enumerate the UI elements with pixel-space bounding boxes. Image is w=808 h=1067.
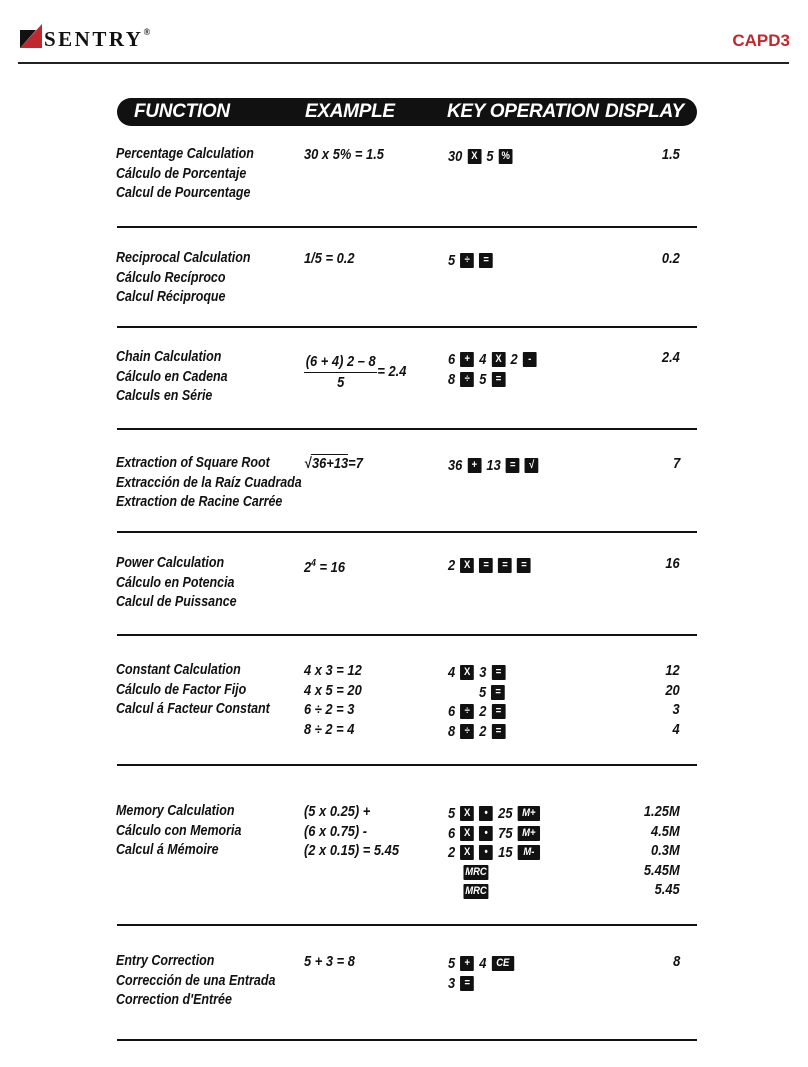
function-label: Cálculo en Potencia bbox=[116, 574, 235, 591]
function-name bbox=[116, 454, 302, 513]
sqrt-radicand: 36+13 bbox=[311, 455, 349, 472]
function-label: Entry Correction bbox=[116, 953, 215, 969]
brand-name: SENTRY® bbox=[44, 27, 151, 51]
display-value bbox=[644, 802, 680, 900]
function-label: Calcul de Puissance bbox=[116, 594, 237, 610]
row-divider bbox=[117, 634, 697, 636]
display-line: 0.2 bbox=[662, 250, 680, 267]
key-sequence bbox=[448, 556, 531, 576]
digit-entry: 15 bbox=[498, 844, 513, 861]
column-example: EXAMPLE bbox=[305, 101, 395, 122]
function-name bbox=[116, 952, 275, 1011]
display-value bbox=[673, 454, 680, 474]
key-operation bbox=[448, 251, 493, 271]
function-label: Corrección de una Entrada bbox=[116, 972, 276, 989]
digit-entry: 8 bbox=[448, 370, 456, 388]
display-value bbox=[673, 952, 680, 972]
function-label: Reciprocal Calculation bbox=[116, 250, 251, 266]
column-display: DISPLAY bbox=[605, 101, 684, 122]
digit-entry: 2 bbox=[448, 557, 456, 574]
sqrt-result: =7 bbox=[348, 455, 363, 472]
digit-entry: 3 bbox=[448, 974, 456, 992]
digit-entry: 5 bbox=[448, 805, 456, 822]
column-function: FUNCTION bbox=[134, 101, 230, 122]
example-line: 4 x 3 = 12 bbox=[304, 662, 362, 679]
row-divider bbox=[117, 226, 697, 228]
digit-entry: 5 bbox=[448, 252, 456, 269]
power-exponent: 4 bbox=[311, 558, 316, 569]
example-line: 6 ÷ 2 = 3 bbox=[304, 701, 355, 718]
calculator-key-icon: X bbox=[460, 845, 474, 860]
key-sequence bbox=[448, 722, 505, 742]
function-label: Cálculo de Factor Fijo bbox=[116, 681, 247, 698]
digit-entry: 5 bbox=[478, 683, 487, 701]
calculator-key-icon: ÷ bbox=[460, 704, 474, 719]
digit-entry: 25 bbox=[498, 805, 513, 822]
header-divider bbox=[18, 62, 789, 64]
key-sequence bbox=[448, 663, 505, 683]
function-name bbox=[116, 249, 250, 308]
display-line: 4.5M bbox=[651, 822, 680, 840]
digit-entry: 4 bbox=[479, 955, 487, 972]
row-divider bbox=[117, 428, 697, 430]
calculator-key-icon: CE bbox=[492, 956, 514, 971]
digit-entry: 30 bbox=[448, 148, 463, 165]
display-line: 1.5 bbox=[662, 146, 680, 163]
example bbox=[304, 802, 399, 861]
example-line: 4 x 5 = 20 bbox=[304, 681, 362, 699]
key-sequence bbox=[448, 251, 493, 271]
key-sequence bbox=[448, 350, 537, 370]
function-label: Percentage Calculation bbox=[116, 146, 254, 162]
key-operation bbox=[448, 147, 513, 167]
calculator-key-icon: MRC bbox=[465, 885, 487, 898]
calculator-key-icon: MRC bbox=[465, 865, 487, 878]
calculator-key-icon: + bbox=[460, 956, 474, 971]
function-label: Calcul á Mémoire bbox=[116, 842, 219, 858]
display-value bbox=[662, 348, 680, 368]
example-line: 30 x 5% = 1.5 bbox=[304, 146, 384, 163]
example-line: 5 + 3 = 8 bbox=[304, 953, 355, 970]
calculator-key-icon: - bbox=[523, 352, 537, 367]
row-divider bbox=[117, 531, 697, 533]
calculator-key-icon: + bbox=[460, 352, 474, 367]
fraction-denominator: 5 bbox=[337, 373, 345, 391]
display-line: 2.4 bbox=[662, 349, 680, 366]
function-name bbox=[116, 145, 254, 204]
calculator-key-icon: + bbox=[468, 458, 482, 473]
key-sequence bbox=[448, 974, 514, 994]
column-key-operation: KEY OPERATION bbox=[447, 101, 599, 122]
key-operation bbox=[448, 456, 539, 476]
key-sequence bbox=[448, 843, 540, 863]
calculator-key-icon: = bbox=[498, 558, 512, 573]
key-sequence bbox=[448, 954, 514, 974]
calculator-key-icon: = bbox=[492, 724, 506, 739]
function-label: Cálculo de Porcentaje bbox=[116, 165, 247, 182]
digit-entry: 4 bbox=[448, 664, 456, 681]
function-label: Calcul Réciproque bbox=[116, 289, 226, 305]
calculator-key-icon: % bbox=[499, 149, 513, 164]
calculator-key-icon: M+ bbox=[518, 806, 540, 821]
display-line: 5.45M bbox=[644, 861, 680, 879]
function-label: Memory Calculation bbox=[116, 803, 235, 819]
digit-entry: 13 bbox=[486, 457, 501, 474]
function-name bbox=[116, 802, 241, 861]
digit-entry: 5 bbox=[479, 370, 487, 388]
key-operation bbox=[448, 804, 540, 902]
function-label: Calcul á Facteur Constant bbox=[116, 701, 270, 717]
function-name bbox=[116, 554, 237, 613]
example bbox=[304, 249, 355, 269]
fraction-numerator: (6 + 4) 2 – 8 bbox=[304, 352, 377, 373]
display-line: 8 bbox=[672, 953, 680, 970]
function-name bbox=[116, 661, 270, 720]
function-label: Chain Calculation bbox=[116, 349, 222, 365]
digit-entry: 3 bbox=[479, 664, 487, 681]
key-sequence bbox=[448, 702, 505, 722]
key-sequence bbox=[448, 863, 540, 883]
display-line: 12 bbox=[665, 662, 680, 679]
function-label: Cálculo con Memoria bbox=[116, 822, 242, 839]
digit-entry: 5 bbox=[486, 148, 494, 165]
display-line: 7 bbox=[672, 455, 680, 472]
key-sequence bbox=[448, 882, 540, 902]
fraction-result: = 2.4 bbox=[377, 362, 407, 380]
calculator-key-icon: = bbox=[479, 253, 493, 268]
calculator-key-icon: • bbox=[479, 845, 493, 860]
calculator-key-icon: X bbox=[492, 352, 506, 367]
digit-entry: 36 bbox=[448, 457, 463, 474]
sqrt-icon: √ bbox=[304, 455, 312, 472]
digit-entry: 4 bbox=[479, 351, 487, 368]
calculator-key-icon: = bbox=[506, 458, 520, 473]
function-label: Correction d'Entrée bbox=[116, 992, 232, 1008]
function-label: Cálculo en Cadena bbox=[116, 368, 228, 385]
calculator-key-icon: M- bbox=[518, 845, 540, 860]
display-line: 16 bbox=[665, 555, 680, 572]
example bbox=[304, 661, 362, 739]
calculator-key-icon: • bbox=[479, 826, 493, 841]
example-line: (2 x 0.15) = 5.45 bbox=[304, 842, 400, 859]
calculator-key-icon: = bbox=[492, 665, 506, 680]
row-divider bbox=[117, 1039, 697, 1041]
calculator-key-icon: X bbox=[460, 806, 474, 821]
display-value bbox=[666, 554, 680, 574]
page-header bbox=[0, 0, 808, 64]
function-label: Cálculo Recíproco bbox=[116, 269, 226, 286]
key-sequence bbox=[448, 683, 505, 703]
function-label: Extraction de Racine Carrée bbox=[116, 494, 283, 510]
key-sequence bbox=[448, 804, 540, 824]
function-label: Extraction of Square Root bbox=[116, 455, 270, 471]
calculator-key-icon: X bbox=[460, 665, 474, 680]
key-sequence bbox=[448, 456, 539, 476]
row-divider bbox=[117, 326, 697, 328]
calculator-key-icon: = bbox=[517, 558, 531, 573]
function-name bbox=[116, 348, 228, 407]
key-sequence bbox=[448, 370, 537, 390]
digit-entry: 8 bbox=[448, 722, 456, 740]
display-line: 20 bbox=[665, 681, 680, 699]
calculator-key-icon: • bbox=[479, 806, 493, 821]
key-sequence bbox=[448, 147, 513, 167]
key-sequence bbox=[448, 824, 540, 844]
row-divider bbox=[117, 764, 697, 766]
column-header-bar bbox=[117, 98, 697, 126]
digit-entry: 6 bbox=[448, 824, 456, 842]
model-number: CAPD3 bbox=[732, 31, 790, 50]
digit-entry: 5 bbox=[448, 955, 456, 972]
calculator-key-icon: X bbox=[460, 558, 474, 573]
calculator-key-icon: = bbox=[479, 558, 493, 573]
calculator-key-icon: √ bbox=[525, 458, 539, 473]
display-line: 3 bbox=[672, 701, 680, 718]
digit-entry: 75 bbox=[498, 824, 513, 842]
example-fraction bbox=[304, 352, 377, 392]
key-operation bbox=[448, 663, 505, 741]
example-line: (5 x 0.25) + bbox=[304, 803, 371, 820]
power-result: = 16 bbox=[315, 559, 346, 576]
calculator-key-icon: = bbox=[460, 976, 474, 991]
power-base: 2 bbox=[304, 559, 312, 576]
function-label: Calculs en Série bbox=[116, 388, 213, 404]
calculator-key-icon: ÷ bbox=[460, 372, 474, 387]
digit-entry: 2 bbox=[479, 722, 487, 740]
display-value bbox=[662, 145, 680, 165]
digit-entry: 6 bbox=[448, 351, 456, 368]
digit-entry: 2 bbox=[510, 351, 518, 368]
calculator-key-icon: = bbox=[491, 685, 505, 700]
function-label: Constant Calculation bbox=[116, 662, 241, 678]
example-line: 8 ÷ 2 = 4 bbox=[304, 720, 355, 738]
display-value bbox=[662, 249, 680, 269]
digit-entry: 2 bbox=[448, 844, 456, 861]
key-operation bbox=[448, 556, 531, 576]
calculator-key-icon: = bbox=[492, 372, 506, 387]
calculator-key-icon: X bbox=[468, 149, 482, 164]
display-line: 0.3M bbox=[651, 842, 680, 859]
example bbox=[304, 952, 355, 972]
calculator-key-icon: ÷ bbox=[460, 724, 474, 739]
calculator-key-icon: X bbox=[460, 826, 474, 841]
digit-entry: 6 bbox=[448, 703, 456, 720]
key-operation bbox=[448, 350, 537, 389]
example bbox=[304, 554, 345, 578]
example bbox=[304, 352, 406, 392]
example-line: 1/5 = 0.2 bbox=[304, 250, 355, 267]
calculator-key-icon: ÷ bbox=[460, 253, 474, 268]
function-label: Calcul de Pourcentage bbox=[116, 185, 251, 201]
example-line: (6 x 0.75) - bbox=[304, 822, 368, 840]
example bbox=[304, 454, 363, 474]
calculator-key-icon: M+ bbox=[518, 826, 540, 841]
row-divider bbox=[117, 924, 697, 926]
digit-entry: 2 bbox=[479, 703, 487, 720]
display-line: 5.45 bbox=[654, 881, 680, 898]
display-line: 4 bbox=[672, 720, 680, 738]
display-line: 1.25M bbox=[644, 803, 680, 820]
display-value bbox=[666, 661, 680, 739]
example bbox=[304, 145, 384, 165]
function-label: Extracción de la Raíz Cuadrada bbox=[116, 474, 302, 491]
sentry-logo-icon bbox=[20, 24, 42, 48]
calculator-key-icon: = bbox=[492, 704, 506, 719]
function-label: Power Calculation bbox=[116, 555, 225, 571]
key-operation bbox=[448, 954, 514, 993]
